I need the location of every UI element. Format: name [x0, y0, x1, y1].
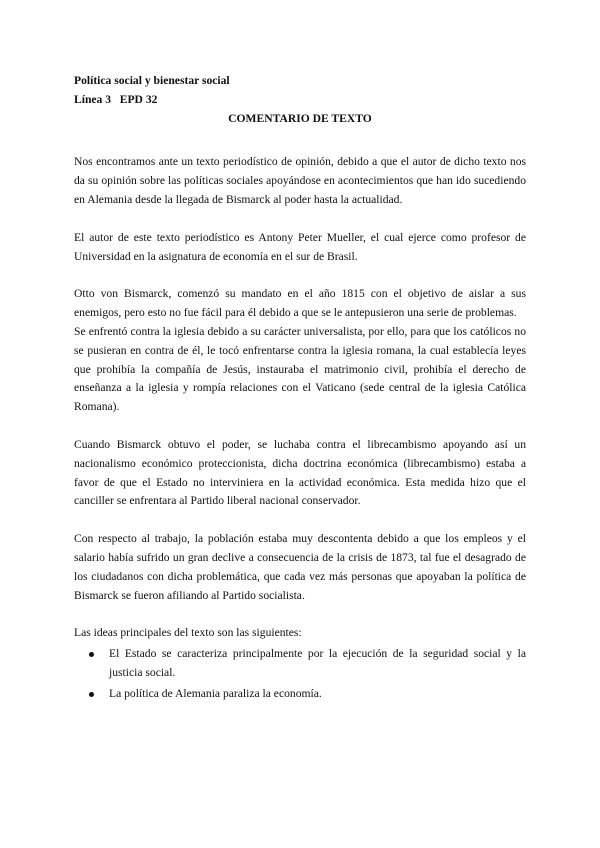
- document-title: COMENTARIO DE TEXTO: [228, 111, 372, 125]
- list-item-text: La política de Alemania paraliza la economía.: [109, 686, 322, 700]
- paragraph-free-trade: Cuando Bismarck obtuvo el poder, se luchaba contra el librecambismo apoyando así un nacionalismo económico proteccionista, dicha doctrina económica (librecambismo) estaba a favor de que el Estado no interviniera en la actividad económica. Esta medida hizo que el canciller se enfrentara al Partido liberal nacional conservador.: [74, 437, 526, 508]
- list-item: [74, 645, 526, 683]
- paragraph-labor: Con respecto al trabajo, la población estaba muy descontenta debido a que los empleos y el salario había sufrido un gran declive a consecuencia de la crisis de 1873, tal fue el desagrado de los ciudadanos con dicha problemática, que cada vez más personas que apoyaban la política de Bismarck se fueron afiliando al Partido socialista.: [74, 532, 526, 602]
- paragraph-author: El autor de este texto periodístico es Antony Peter Mueller, el cual ejerce como profesor de Universidad en la asignatura de economía en el sur de Brasil.: [74, 230, 526, 263]
- document-body: [74, 72, 526, 706]
- subject-heading: Política social y bienestar social: [74, 74, 230, 87]
- list-item: [74, 685, 526, 704]
- main-ideas-list: [74, 645, 526, 703]
- bullet-icon: [89, 692, 94, 697]
- paragraph-intro: Nos encontramos ante un texto periodístico de opinión, debido a que el autor de dicho texto nos da su opinión sobre las políticas sociales apoyándose en acontecimientos que han ido sucediendo en Alemania desde la llegada de Bismarck al poder hasta la actualidad.: [74, 155, 526, 206]
- paragraph-bismarck-mandate: Otto von Bismarck, comenzó su mandato en el año 1815 con el objetivo de aislar a sus enemigos, pero esto no fue fácil para él debido a que se le antepusieron una serie de problemas.: [74, 287, 526, 320]
- line-heading: Línea 3 EPD 32: [74, 92, 158, 106]
- bullet-icon: [89, 652, 94, 657]
- paragraph-church-conflict: Se enfrentó contra la iglesia debido a su carácter universalista, por ello, para que los católicos no se pusieran en contra de él, le tocó enfrentarse contra la iglesia romana, la cual establecía leyes que prohibía la compañía de Jesús, instauraba el matrimonio civil, prohibía el derecho de enseñanza a la iglesia y rompía relaciones con el Vaticano (sede central de la iglesia Católica Romana).: [74, 324, 526, 414]
- paragraph-main-ideas-intro: Las ideas principales del texto son las siguientes:: [74, 626, 302, 640]
- list-item-text: El Estado se caracteriza principalmente por la ejecución de la seguridad social y la justicia social.: [109, 647, 526, 679]
